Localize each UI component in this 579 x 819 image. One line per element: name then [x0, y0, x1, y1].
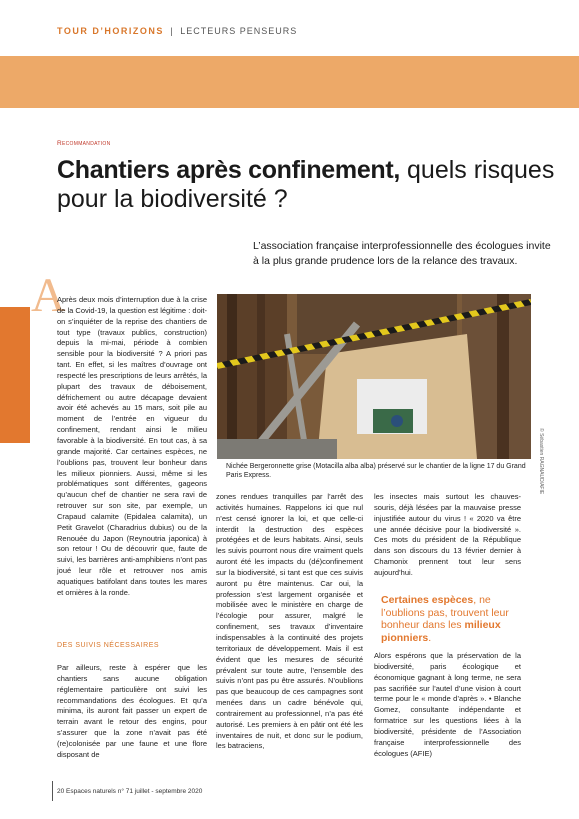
headline [57, 156, 557, 214]
photo-credit: © Sébastien RAGNAUD/AFIE [538, 428, 544, 495]
subheading: DES SUIVIS NÉCESSAIRES [57, 642, 160, 649]
pull-quote-strong-2: milieux pionniers [381, 619, 501, 644]
photo [217, 294, 531, 459]
headline-bold: Chantiers après confinement, [57, 156, 401, 184]
construction-photo [217, 294, 531, 459]
section-title: TOUR D’HORIZONS [57, 26, 164, 36]
section-header [57, 26, 297, 36]
intro-text: L’association française interprofessionnelle des écologues invite à la plus grande prudence lors de la relance des travaux. [253, 240, 551, 267]
header-band [0, 56, 579, 108]
section-separator: | [170, 26, 174, 36]
footer-rule [52, 781, 53, 801]
body-column-3b [374, 651, 521, 759]
body-column-1b [57, 663, 207, 761]
pull-quote-strong-1: Certaines espèces [381, 594, 474, 606]
side-tab [0, 307, 30, 443]
body-paragraph: Après deux mois d’interruption due à la crise de la Covid-19, la question est légitime : doit-on s’inquiéter de la reprise des chantiers de tout type (travaux publics, construction) depuis la mi-mai, période à combien sensible pour la biodiversité ? A priori pas tant. En effet, si les maîtres d’ouvrage ont respecté les prescriptions de leurs arrêtés, la plupart des travaux de déboisement, défrichement ou autre décapage devaient avoir été achevés au 15 mars, soit pile au moment de l’entrée en vigueur du confinement, rendant ainsi le milieu favorable à la biodiversité. En tout cas, à sa grande majorité. Car certaines espèces, ne l’oublions pas, trouvent leur bonheur dans les milieux pionniers. Aussi, même si les problématiques sont différentes, gageons qu’aucun chef de chantier ne sera ravi de retrouver sur son site, par exemple, un Crapaud calamite (Epidalea calamita), un Petit Gravelot (Charadrius dubius) ou de la Renouée du Japon (Reynoutria japonica) à son retour ! Ou de découvrir que, faute de suivi, les barrières anti-amphibiens n’ont pas joué leur rôle et retrouver nos amis aquatiques batifolant dans toutes les mares et ornières à la ronde. [57, 295, 207, 597]
pull-quote-text-2: . [428, 631, 432, 644]
body-paragraph: les insectes mais surtout les chauves-souris, déjà lésées par la mauvaise presse injustifiée autour du virus ! « 2020 va être une année décisive pour la biodiversité ». Ces mots du président de la République dans son discours du 13 février dernier à Chamonix prennent tout leur sens aujourd’hui. [374, 492, 521, 577]
body-column-1 [57, 295, 207, 599]
section-subtitle: LECTEURS PENSEURS [180, 26, 298, 36]
pull-quote-text-1: , ne l’oublions pas, trouvent leur bonheur dans les [381, 594, 509, 631]
headline-regular: quels risques pour la biodiversité ? [57, 156, 555, 213]
photo-caption: Nichée Bergeronnette grise (Motacilla alba alba) préservé sur le chantier de la ligne 17 du Grand Paris Express. [226, 463, 526, 479]
footer [57, 788, 202, 795]
drop-cap: A [31, 269, 66, 322]
body-column-3 [374, 492, 521, 579]
body-column-2 [216, 492, 363, 752]
page-number: 20 [57, 788, 65, 795]
pull-quote [381, 594, 521, 644]
footer-text: Espaces naturels n° 71 juillet - septembre 2020 [66, 788, 203, 795]
body-paragraph: Alors espérons que la préservation de la biodiversité, paris écologique et économique gagnant à long terme, ne sera pas sacrifiée sur l’autel d’une vision à court terme pour le « monde d’après ». • Blanche Gomez, consultante indépendante et formatrice sur les questions liées à la biodiversité, présidente de l’Association française interprofessionnelle des écologues (AFIE) [374, 651, 521, 758]
kicker: Recommandation [57, 140, 111, 147]
body-paragraph: Par ailleurs, reste à espérer que les chantiers sans aucune obligation réglementaire particulière ont suivi les recommandations des écologues. Et qu’a minima, ils auront fait passer un expert de terrain avant le retour des engins, pour s’assurer que la zone n’avait pas été (re)colonisée par une faune et une flore disposant de [57, 663, 207, 759]
body-paragraph: zones rendues tranquilles par l’arrêt des activités humaines. Rappelons ici que nul n’est censé ignorer la loi, et que celle-ci interdit la destruction des espèces protégées et de leurs habitats. Ainsi, seuls les suivis pourront nous dire vraiment quels auront été les impacts du (dé)confinement sur la biodiversité, si tant est que ces suivis auront pu être maintenus. Car oui, la profession s’est largement organisée et mobilisée avec le ministère en charge de l’écologie pour assurer, malgré le confinement, ses travaux d’inventaire indispensables à la continuité des projets territoriaux de développement. Mais il est évident que les mesures de sécurité prévalent sur toute autre, l’ensemble des suivis n’ont pas pu être assurés. N’oublions pas que beaucoup de ces campagnes sont menées dans un cadre bénévole qui, contrairement au professionnel, n’a pas été autorisé. Les premiers à en pâtir ont été les inventaires de nuit, et donc sur le podium, les batraciens, [216, 492, 363, 751]
